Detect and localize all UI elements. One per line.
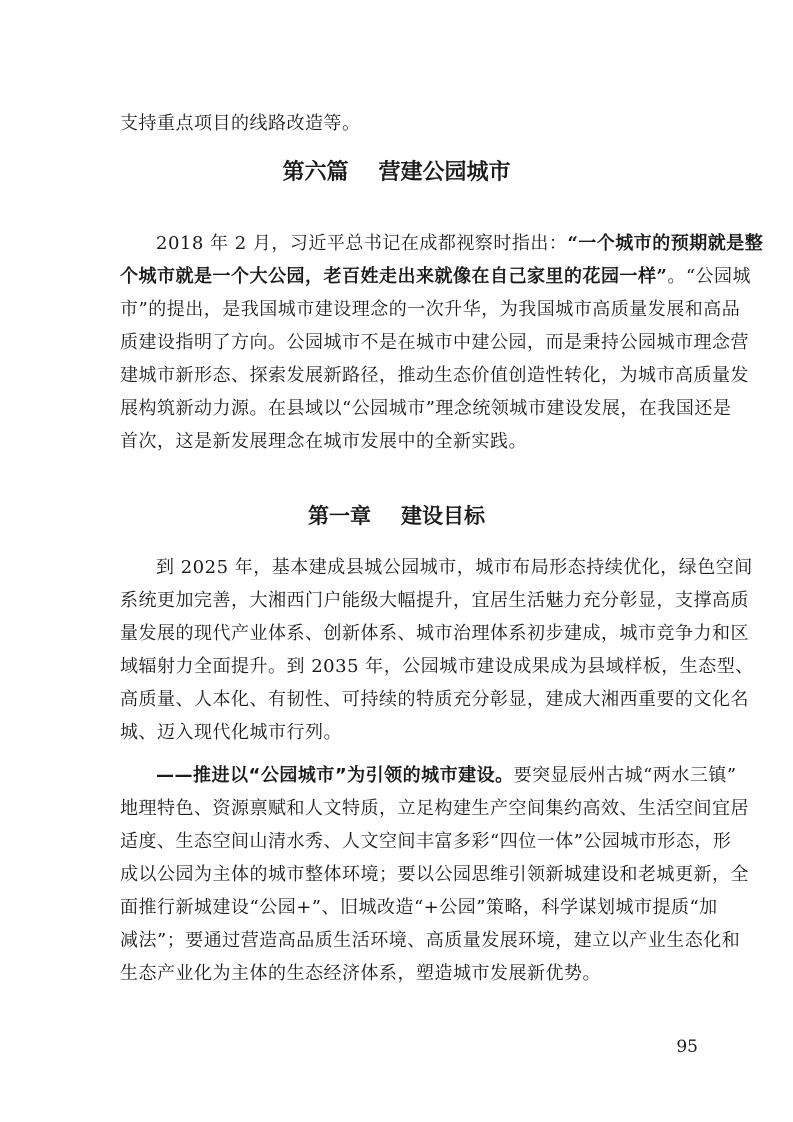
paragraph-line: 市”的提出，是我国城市建设理念的一次升华，为我国城市高质量发展和高品 (120, 299, 741, 320)
paragraph-line: 地理特色、资源禀赋和人文特质，立足构建生产空间集约高效、生活空间宜居 (120, 798, 749, 819)
paragraph-line: 适度、生态空间山清水秀、人文空间丰富多彩“四位一体”公园城市形态，形 (120, 831, 732, 852)
chapter-heading-label: 第一章 (308, 503, 371, 528)
paragraph-line: 减法”；要通过营造高品质生活环境、高质量发展环境，建立以产业生态化和 (120, 930, 741, 951)
paragraph-line: 展构筑新动力源。在县域以“公园城市”理念统领城市建设发展，在我国还是 (120, 398, 732, 419)
paragraph-text: 要突显辰州古城“两水三镇” (513, 765, 737, 786)
paragraph-line: 域辐射力全面提升。到 2035 年，公园城市建设成果成为县域样板，生态型、 (120, 656, 754, 677)
paragraph-line (156, 232, 764, 256)
paragraph-line: 首次，这是新发展理念在城市发展中的全新实践。 (120, 431, 527, 452)
quote-text: 个城市就是一个大公园，老百姓走出来就像在自己家里的花园一样” (120, 266, 668, 287)
paragraph-line: 成以公园为主体的城市整体环境；要以公园思维引领新城建设和老城更新，全 (120, 864, 749, 885)
bold-lead-in: ——推进以“公园城市”为引领的城市建设。 (156, 765, 514, 786)
paragraph-line: 生态产业化为主体的生态经济体系，塑造城市发展新优势。 (120, 963, 601, 984)
part-heading-label: 第六篇 (282, 159, 349, 185)
intro-text: 。“公园城 (667, 266, 752, 287)
paragraph-line: 高质量、人本化、有韧性、可持续的特质充分彰显，建成大湘西重要的文化名 (120, 689, 749, 710)
paragraph-line: 支持重点项目的线路改造等。 (120, 113, 361, 134)
quote-text: “一个城市的预期就是整 (567, 233, 764, 254)
paragraph-line (120, 265, 752, 289)
paragraph-line: 量发展的现代产业体系、创新体系、城市治理体系初步建成，城市竞争力和区 (120, 623, 749, 644)
page-number: 95 (676, 1037, 698, 1057)
paragraph-line: 到 2025 年，基本建成县城公园城市，城市布局形态持续优化，绿色空间 (156, 557, 753, 578)
paragraph-line: 面推行新城建设“公园+”、旧城改造“+公园”策略，科学谋划城市提质“加 (120, 897, 718, 918)
paragraph-line: 质建设指明了方向。公园城市不是在城市中建公园，而是秉持公园城市理念营 (120, 332, 749, 353)
chapter-heading (0, 502, 793, 530)
paragraph-line: 系统更加完善，大湘西门户能级大幅提升，宜居生活魅力充分彰显，支撑高质 (120, 590, 749, 611)
chapter-heading-title: 建设目标 (401, 503, 485, 528)
paragraph-line (156, 764, 737, 788)
paragraph-line: 建城市新形态、探索发展新路径，推动生态价值创造性转化，为城市高质量发 (120, 365, 749, 386)
intro-text: 2018 年 2 月，习近平总书记在成都视察时指出： (156, 233, 568, 254)
paragraph-line: 城、迈入现代化城市行列。 (120, 722, 342, 743)
part-heading (0, 158, 793, 186)
part-heading-title: 营建公园城市 (378, 159, 511, 185)
